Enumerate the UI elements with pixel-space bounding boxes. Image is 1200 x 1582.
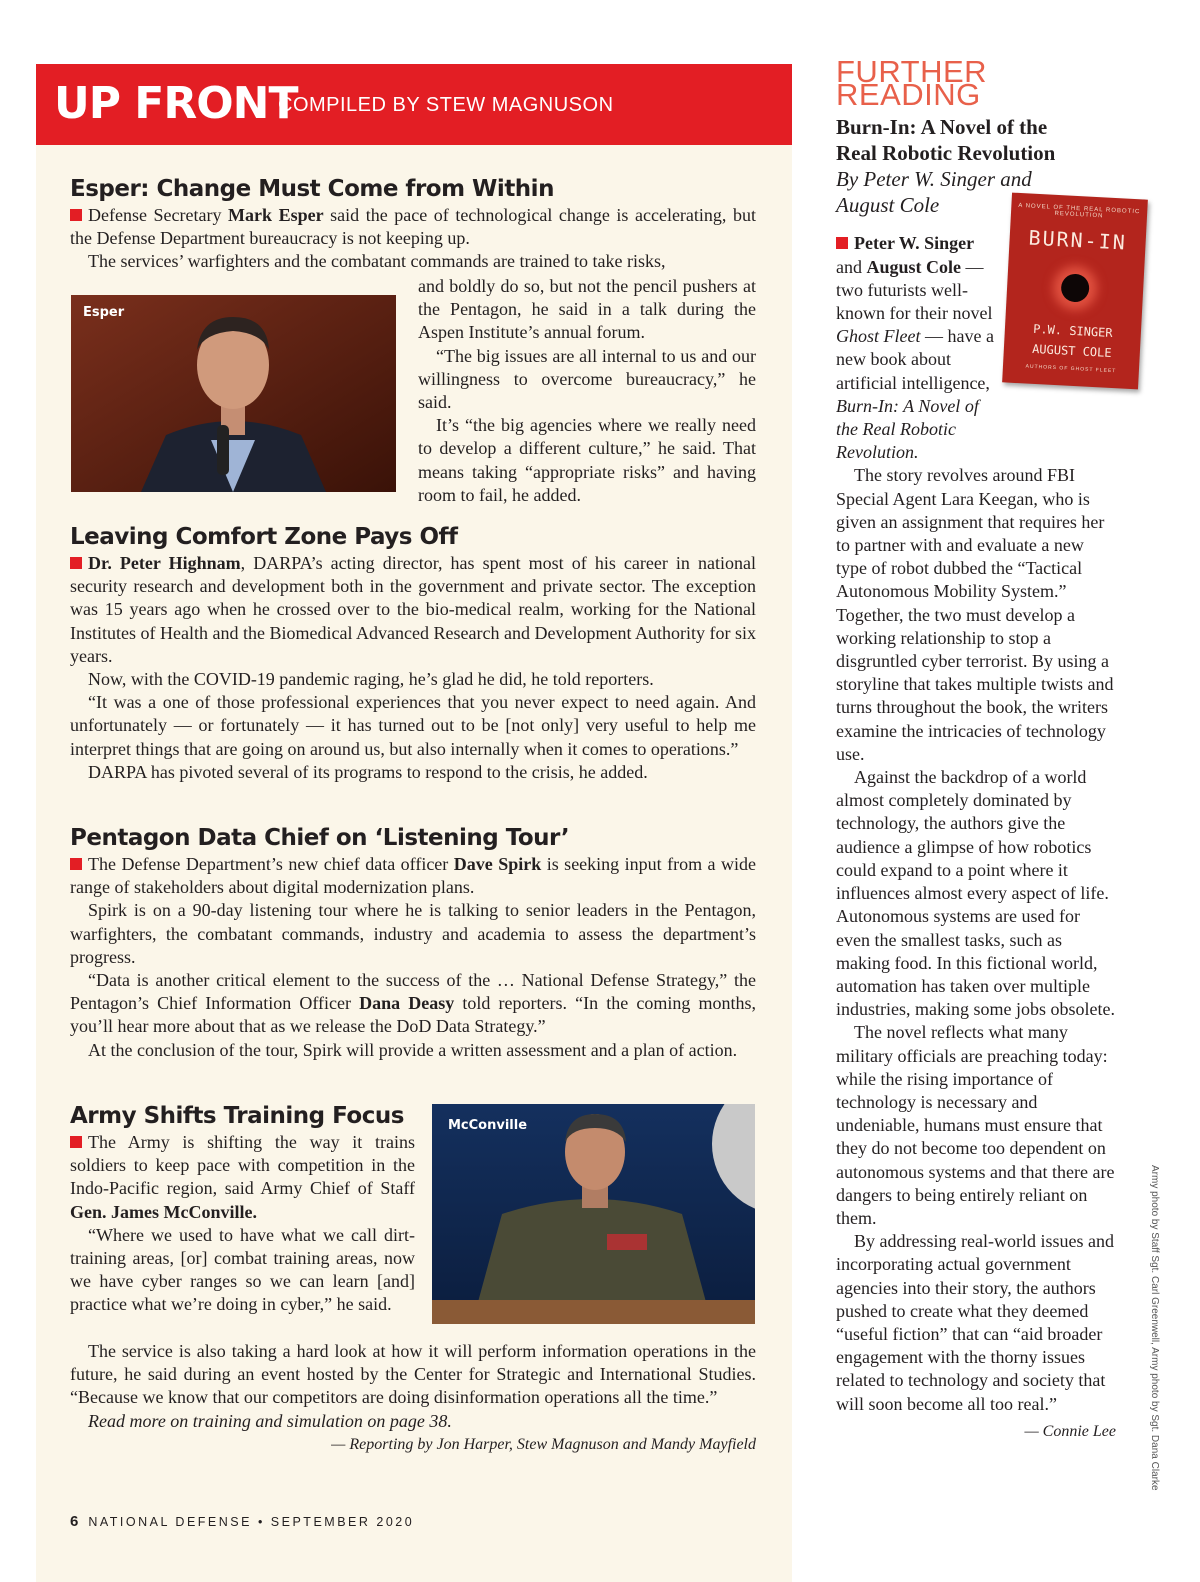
- read-more-note: Read more on training and simulation on page 38.: [88, 1410, 452, 1431]
- cover-author-1: P.W. SINGER: [1032, 321, 1113, 341]
- bullet-square-icon: [70, 209, 82, 221]
- bullet-square-icon: [70, 557, 82, 569]
- article-headline: Pentagon Data Chief on ‘Listening Tour’: [70, 825, 570, 851]
- cover-tagline-top: A NOVEL OF THE REAL ROBOTIC REVOLUTION: [1018, 202, 1141, 220]
- review-paragraph: Against the backdrop of a world almost completely dominated by technology, the authors give the audience a glimpse of how robotics could expand to a point where it influences almost every aspect of life. Autonomous systems are used for even the smallest tasks, such as making food. In this fictional world, automation has taken over multiple industries, making some jobs obsolete.: [836, 767, 1115, 1020]
- section-banner: [36, 64, 792, 145]
- article-paragraph: “Where we used to have what we call dirt-training areas, [or] combat training areas, now we have cyber ranges so we can learn [and] practice what we’re doing in cyber,” he said.: [70, 1224, 415, 1315]
- article-paragraph: It’s “the big agencies where we really need to develop a different culture,” he said. That means taking “appropriate risks” and having room to fail, he added.: [418, 415, 756, 505]
- further-reading-heading: FURTHER READING: [836, 54, 988, 113]
- photo-credit: Army photo by Staff Sgt. Carl Greenwell, Army photo by Sgt. Dana Clarke: [1149, 1165, 1160, 1491]
- article-paragraph: Now, with the COVID-19 pandemic raging, he’s glad he did, he told reporters.: [88, 669, 654, 690]
- article-paragraph: Defense Secretary Mark Esper said the pace of technological change is accelerating, but the Defense Department bureaucracy is not keeping up.: [70, 205, 756, 249]
- bullet-square-icon: [836, 237, 848, 249]
- article-paragraph: The Army is shifting the way it trains soldiers to keep pace with competition in the Indo-Pacific region, said Army Chief of Staff Gen. James McConville.: [70, 1132, 415, 1222]
- article-headline: Army Shifts Training Focus: [70, 1103, 404, 1129]
- article-esper: [70, 174, 756, 274]
- photo-caption: McConville: [448, 1118, 528, 1133]
- article-mcconville-continued: [70, 1340, 756, 1456]
- article-paragraph: and boldly do so, but not the pencil pushers at the Pentagon, he said in a talk during the Aspen Institute’s annual forum.: [418, 276, 756, 343]
- book-cover: [1002, 193, 1148, 390]
- article-paragraph: At the conclusion of the tour, Spirk will provide a written assessment and a plan of action.: [88, 1039, 738, 1060]
- reporting-credit: — Reporting by Jon Harper, Stew Magnuson and Mandy Mayfield: [331, 1435, 756, 1453]
- article-paragraph: Spirk is on a 90-day listening tour where he is talking to senior leaders in the Pentagon, warfighters, the combatant commands, industry and academia to assess the department’s progress.: [70, 900, 756, 967]
- page-footer: [70, 1513, 414, 1530]
- cover-tagline-bottom: AUTHORS OF GHOST FLEET: [1025, 363, 1117, 375]
- section-title: UP FRONT: [54, 78, 298, 129]
- review-paragraph: The novel reflects what many military officials are preaching today: while the rising importance of technology is necessary and undeniable, humans must ensure that they do not become too dependent on autonomous systems and that there are dangers to being entirely reliant on them.: [836, 1022, 1115, 1228]
- cover-title: BURN-IN: [1027, 225, 1128, 255]
- photo-caption: Esper: [83, 305, 125, 320]
- bullet-square-icon: [70, 1136, 82, 1148]
- photo-esper: [71, 295, 396, 492]
- compiled-by: COMPILED BY STEW MAGNUSON: [278, 94, 614, 116]
- article-esper-continued: [418, 275, 756, 507]
- article-mcconville: [70, 1101, 415, 1317]
- review-signoff: — Connie Lee: [1024, 1422, 1116, 1440]
- article-highnam: [70, 522, 756, 784]
- review-paragraph: Peter W. Singer and August Cole — two futurists well-known for their novel Ghost Fleet — have a new book about artificial intelligence, Burn-In: A Novel of the Real Robotic Revolution.: [836, 233, 994, 463]
- article-paragraph: The service is also taking a hard look at how it will perform information operations in the future, he said during an event hosted by the Center for Strategic and International Studies. “Because we know that our competitors are doing disinformation operations all the time.”: [70, 1341, 756, 1408]
- book-authors: By Peter W. Singer and August Cole: [836, 167, 1032, 218]
- article-paragraph: “Data is another critical element to the success of the … National Defense Strategy,” the Pentagon’s Chief Information Officer Dana Deasy told reporters. “In the coming months, you’ll hear more about that as we release the DoD Data Strategy.”: [70, 970, 756, 1037]
- article-paragraph: “The big issues are all internal to us and our willingness to overcome bureaucracy,” he said.: [418, 345, 756, 413]
- article-paragraph: The Defense Department’s new chief data officer Dave Spirk is seeking input from a wide range of stakeholders about digital modernization plans.: [70, 854, 757, 898]
- review-paragraph: By addressing real-world issues and incorporating actual government agencies into their story, the authors pushed to create what they deemed “useful fiction” that can “aid broader engagement with the thorny issues related to technology and society that will soon become all too real.”: [836, 1231, 1114, 1414]
- article-paragraph: “It was a one of those professional experiences that you never expect to need again. And unfortunately — or fortunately — it has turned out to be [not only] very useful to help me interpret things that are going on around us, but also internally when it comes to operations.”: [70, 692, 756, 759]
- photo-mcconville: [432, 1104, 755, 1324]
- cover-eye-icon: [1060, 273, 1089, 302]
- publication-line: NATIONAL DEFENSE • SEPTEMBER 2020: [88, 1515, 415, 1529]
- book-title: Burn-In: A Novel of the Real Robotic Revolution: [836, 115, 1056, 166]
- review-paragraph: The story revolves around FBI Special Agent Lara Keegan, who is given an assignment that requires her to partner with and evaluate a new type of robot dubbed the “Tactical Autonomous Mobility System.” Together, the two must develop a working relationship to stop a disgruntled cyber terrorist. By using a storyline that takes multiple twists and turns throughout the book, the writers examine the intricacies of technology use.: [836, 465, 1114, 764]
- page-number: 6: [70, 1513, 79, 1530]
- article-paragraph: The services’ warfighters and the combatant commands are trained to take risks,: [88, 251, 666, 272]
- article-paragraph: Dr. Peter Highnam, DARPA’s acting director, has spent most of his career in national security research and development both in the government and private sector. The exception was 15 years ago when he crossed over to the bio-medical realm, working for the National Institutes of Health and the Biomedical Advanced Research and Development Authority for six years.: [70, 553, 756, 666]
- article-spirk: [70, 823, 756, 1062]
- bullet-square-icon: [70, 858, 82, 870]
- article-paragraph: DARPA has pivoted several of its programs to respond to the crisis, he added.: [88, 761, 648, 782]
- article-headline: Leaving Comfort Zone Pays Off: [70, 524, 458, 550]
- article-headline: Esper: Change Must Come from Within: [70, 176, 554, 202]
- cover-author-2: AUGUST COLE: [1031, 341, 1112, 360]
